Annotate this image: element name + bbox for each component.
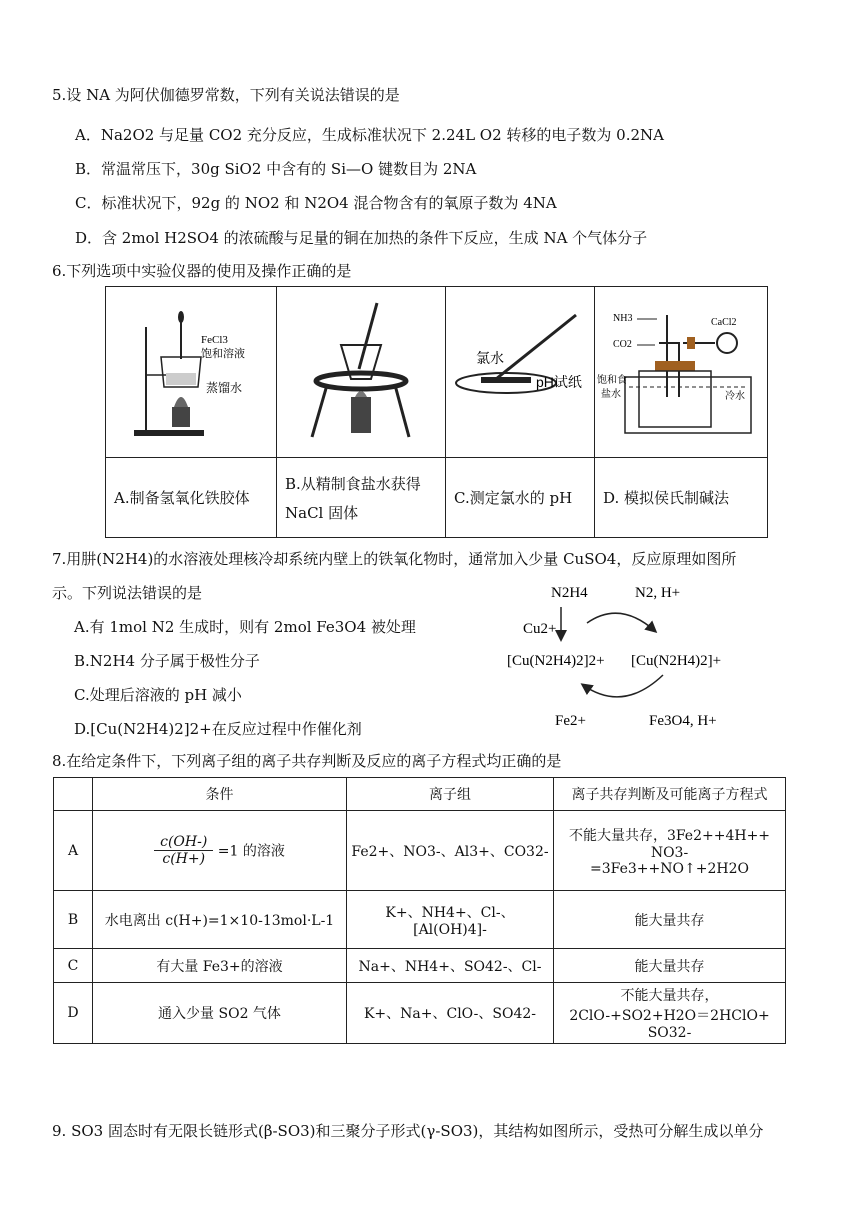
fig-c-label-2: pH试纸 [536,374,582,390]
row-a-cond-numerator: c(OH-) [154,834,213,851]
diagram-complex-2: [Cu(N2H4)2]2+ [507,653,605,669]
row-b-ions-1: K+、NH4+、Cl-、 [385,904,515,921]
hou-process-drawing [595,287,767,457]
q8-row-a [54,811,786,891]
diagram-n2-h: N2, H+ [635,585,681,601]
label-d: D. 模拟侯氏制碱法 [595,458,768,538]
row-d-judgement-1: 不能大量共存， [620,988,719,1004]
row-a-cond-denominator: c(H+) [162,851,206,867]
q8-header-judgement: 离子共存判断及可能离子方程式 [554,778,786,811]
diagram-fe3o4: Fe3O4, H+ [649,713,717,729]
ph-test-drawing [446,287,594,457]
fig-a-label-3: 蒸馏水 [206,381,243,395]
fig-c-label-1: 氯水 [476,350,504,366]
evaporation-drawing [277,287,445,457]
fig-d-label-3: CaCl2 [711,317,737,328]
q9-stem: 9. SO3 固态时有无限长链形式(β-SO3)和三聚分子形式(γ-SO3)，其结构如图所示，受热可分解生成以单分 [52,1122,764,1140]
q7-reaction-cycle-diagram [495,575,755,735]
colloid-prep-drawing [106,287,276,457]
q8-header-blank [54,778,93,811]
row-b-ions-2: [Al(OH)4]- [413,921,487,938]
apparatus-a-figure [106,287,277,458]
arrow-bottom-arc [583,675,663,697]
row-b-id: B [54,891,93,949]
row-a-cond-tail: =1 的溶液 [217,843,285,860]
diagram-n2h4: N2H4 [551,585,588,601]
apparatus-b-figure [277,287,446,458]
q5-option-a: A．Na2O2 与足量 CO2 充分反应，生成标准状况下 2.24L O2 转移的电子数为 0.2NA [75,126,664,144]
q8-row-c [54,949,786,983]
label-b [277,458,446,538]
q7-stem-line-1: 7.用肼(N2H4)的水溶液处理核冷却系统内壁上的铁氧化物时，通常加入少量 CuSO4，反应原理如图所 [52,550,737,568]
row-a-id: A [54,811,93,891]
row-d-judgement-2: 2ClO-+SO2+H2O＝2HClO+ SO32- [569,1008,770,1041]
row-a-ions: Fe2+、NO3-、Al3+、CO32- [347,811,554,891]
fig-d-label-1: NH3 [613,313,633,324]
q7-option-b: B.N2H4 分子属于极性分子 [74,652,260,670]
diagram-fe2: Fe2+ [555,713,586,729]
row-d-ions: K+、Na+、ClO-、SO42- [347,983,554,1044]
q5-option-d: D．含 2mol H2SO4 的浓硫酸与足量的铜在加热的条件下反应，生成 NA 个气体分子 [75,229,648,247]
q5-stem: 5.设 NA 为阿伏伽德罗常数，下列有关说法错误的是 [52,86,400,104]
apparatus-d-figure [595,287,768,458]
q6-apparatus-table [105,286,768,538]
q5-option-c: C．标准状况下，92g 的 NO2 和 N2O4 混合物含有的氧原子数为 4NA [75,194,557,212]
q8-header-condition: 条件 [93,778,347,811]
row-d-id: D [54,983,93,1044]
arrow-top-arc [587,613,655,631]
row-d-judgement [554,983,786,1044]
row-b-condition: 水电离出 c(H+)=1×10-13mol·L-1 [93,891,347,949]
fig-a-label-2: 饱和溶液 [201,348,245,360]
row-b-ions [347,891,554,949]
fig-a-label-1: FeCl3 [201,334,228,346]
q7-option-c: C.处理后溶液的 pH 减小 [74,686,242,704]
diagram-complex-1: [Cu(N2H4)2]+ [631,653,722,669]
row-c-id: C [54,949,93,983]
row-c-ions: Na+、NH4+、SO42-、Cl- [347,949,554,983]
q8-header-ions: 离子组 [347,778,554,811]
label-b-line-1: B.从精制食盐水获得 [285,474,421,493]
q6-stem: 6.下列选项中实验仪器的使用及操作正确的是 [52,262,352,280]
q5-option-b: B．常温常压下，30g SiO2 中含有的 Si—O 键数目为 2NA [75,160,477,178]
q7-stem-line-2: 示。下列说法错误的是 [52,584,203,602]
row-a-condition [93,811,347,891]
q7-option-a: A.有 1mol N2 生成时，则有 2mol Fe3O4 被处理 [74,618,416,636]
row-a-judgement-1: 不能大量共存，3Fe2++4H++ NO3- [568,827,771,861]
fig-d-label-4: 饱和食 [597,375,627,386]
q8-ion-table [53,777,786,1044]
q8-stem: 8.在给定条件下，下列离子组的离子共存判断及反应的离子方程式均正确的是 [52,752,562,770]
fig-d-label-2: CO2 [613,339,632,350]
diagram-cu: Cu2+ [523,621,557,637]
q8-row-d [54,983,786,1044]
label-a: A.制备氢氧化铁胶体 [106,458,277,538]
label-b-line-2: NaCl 固体 [285,503,359,522]
q8-row-b [54,891,786,949]
row-a-judgement-2: =3Fe3++NO↑+2H2O [590,860,749,877]
q7-option-d: D.[Cu(N2H4)2]2+在反应过程中作催化剂 [74,720,362,738]
row-b-judgement: 能大量共存 [554,891,786,949]
fig-d-label-5: 盐水 [601,389,621,400]
row-c-judgement: 能大量共存 [554,949,786,983]
label-c: C.测定氯水的 pH [446,458,595,538]
apparatus-c-figure [446,287,595,458]
row-c-condition: 有大量 Fe3+的溶液 [93,949,347,983]
row-d-condition: 通入少量 SO2 气体 [93,983,347,1044]
row-a-judgement [554,811,786,891]
fig-d-label-6: 冷水 [725,391,745,402]
